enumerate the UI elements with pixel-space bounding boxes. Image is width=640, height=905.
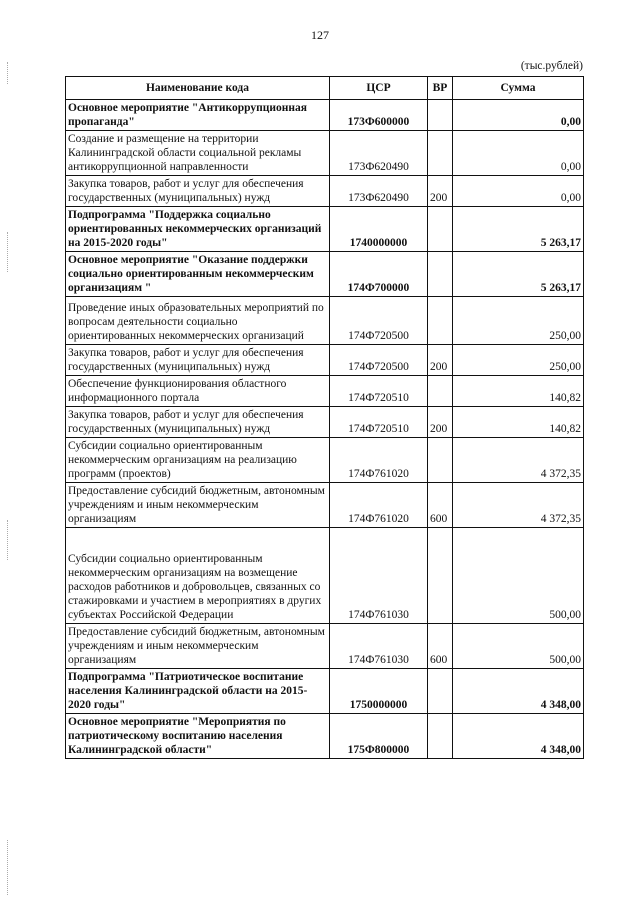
units-label: (тыс.рублей) — [520, 60, 583, 72]
cell-name: Субсидии социально ориентированным некоммерческим организациям на возмещение расходов работников и добровольцев, связанных со стажировками и участием в мероприятиях в других субъектах Российской Федерации — [66, 528, 330, 624]
table-row — [66, 297, 584, 345]
table-row — [66, 252, 584, 297]
scan-edge-mark — [7, 232, 8, 272]
table-row — [66, 438, 584, 483]
cell-sum: 5 263,17 — [453, 252, 584, 297]
cell-vr — [428, 252, 453, 297]
cell-name: Предоставление субсидий бюджетным, автономным учреждениям и иным некоммерческим организациям — [66, 483, 330, 528]
cell-sum: 140,82 — [453, 376, 584, 407]
cell-code: 1750000000 — [330, 669, 428, 714]
cell-sum: 500,00 — [453, 624, 584, 669]
cell-sum: 5 263,17 — [453, 207, 584, 252]
table-row — [66, 376, 584, 407]
cell-vr — [428, 131, 453, 176]
page-number: 127 — [311, 28, 329, 42]
cell-name: Основное мероприятие "Мероприятия по патриотическому воспитанию населения Калининградской области" — [66, 714, 330, 759]
table-row — [66, 624, 584, 669]
cell-vr — [428, 207, 453, 252]
cell-sum: 4 348,00 — [453, 669, 584, 714]
cell-sum: 500,00 — [453, 528, 584, 624]
cell-name: Закупка товаров, работ и услуг для обеспечения государственных (муниципальных) нужд — [66, 176, 330, 207]
table-row — [66, 100, 584, 131]
cell-code: 173Ф600000 — [330, 100, 428, 131]
cell-name: Предоставление субсидий бюджетным, автономным учреждениям и иным некоммерческим организациям — [66, 624, 330, 669]
cell-name: Основное мероприятие "Оказание поддержки социально ориентированным некоммерческим организациям " — [66, 252, 330, 297]
table-row — [66, 131, 584, 176]
cell-code: 174Ф720500 — [330, 345, 428, 376]
header-vr: ВР — [428, 77, 453, 100]
cell-name: Подпрограмма "Поддержка социально ориентированных некоммерческих организаций на 2015-2020 годы" — [66, 207, 330, 252]
cell-code: 174Ф761020 — [330, 483, 428, 528]
cell-code: 174Ф720500 — [330, 297, 428, 345]
cell-code: 174Ф700000 — [330, 252, 428, 297]
header-name: Наименование кода — [66, 77, 330, 100]
cell-sum: 0,00 — [453, 176, 584, 207]
cell-sum: 4 372,35 — [453, 438, 584, 483]
cell-sum: 250,00 — [453, 345, 584, 376]
cell-vr: 600 — [428, 483, 453, 528]
cell-code: 175Ф800000 — [330, 714, 428, 759]
table-row — [66, 176, 584, 207]
cell-code: 174Ф761030 — [330, 624, 428, 669]
budget-table — [65, 76, 584, 759]
cell-name: Субсидии социально ориентированным некоммерческим организациям на реализацию программ (проектов) — [66, 438, 330, 483]
cell-code: 173Ф620490 — [330, 176, 428, 207]
cell-vr — [428, 669, 453, 714]
cell-code: 1740000000 — [330, 207, 428, 252]
scan-edge-mark — [7, 520, 8, 560]
cell-name: Основное мероприятие "Антикоррупционная пропаганда" — [66, 100, 330, 131]
cell-vr: 200 — [428, 176, 453, 207]
scan-edge-mark — [7, 840, 8, 895]
cell-code: 174Ф720510 — [330, 407, 428, 438]
cell-name: Закупка товаров, работ и услуг для обеспечения государственных (муниципальных) нужд — [66, 407, 330, 438]
cell-name: Проведение иных образовательных мероприятий по вопросам деятельности социально ориентированных некоммерческих организаций — [66, 297, 330, 345]
cell-sum: 4 348,00 — [453, 714, 584, 759]
table-row — [66, 207, 584, 252]
cell-code: 174Ф761030 — [330, 528, 428, 624]
cell-sum: 0,00 — [453, 131, 584, 176]
header-code: ЦСР — [330, 77, 428, 100]
cell-vr: 200 — [428, 407, 453, 438]
cell-vr: 600 — [428, 624, 453, 669]
cell-vr — [428, 376, 453, 407]
cell-code: 173Ф620490 — [330, 131, 428, 176]
table-row — [66, 345, 584, 376]
cell-sum: 4 372,35 — [453, 483, 584, 528]
table-header-row — [66, 77, 584, 100]
cell-name: Обеспечение функционирования областного информационного портала — [66, 376, 330, 407]
cell-sum: 250,00 — [453, 297, 584, 345]
cell-vr — [428, 528, 453, 624]
cell-sum: 140,82 — [453, 407, 584, 438]
cell-vr — [428, 297, 453, 345]
cell-name: Закупка товаров, работ и услуг для обеспечения государственных (муниципальных) нужд — [66, 345, 330, 376]
cell-vr — [428, 714, 453, 759]
table-row — [66, 714, 584, 759]
table-row — [66, 483, 584, 528]
cell-name: Создание и размещение на территории Калининградской области социальной рекламы антикоррупционной направленности — [66, 131, 330, 176]
cell-sum: 0,00 — [453, 100, 584, 131]
scan-edge-mark — [7, 62, 8, 84]
cell-name: Подпрограмма "Патриотическое воспитание населения Калининградской области на 2015-2020 годы" — [66, 669, 330, 714]
cell-code: 174Ф720510 — [330, 376, 428, 407]
cell-vr — [428, 438, 453, 483]
table-row — [66, 407, 584, 438]
table-row — [66, 528, 584, 624]
header-sum: Сумма — [453, 77, 584, 100]
cell-vr: 200 — [428, 345, 453, 376]
cell-vr — [428, 100, 453, 131]
table-row — [66, 669, 584, 714]
cell-code: 174Ф761020 — [330, 438, 428, 483]
